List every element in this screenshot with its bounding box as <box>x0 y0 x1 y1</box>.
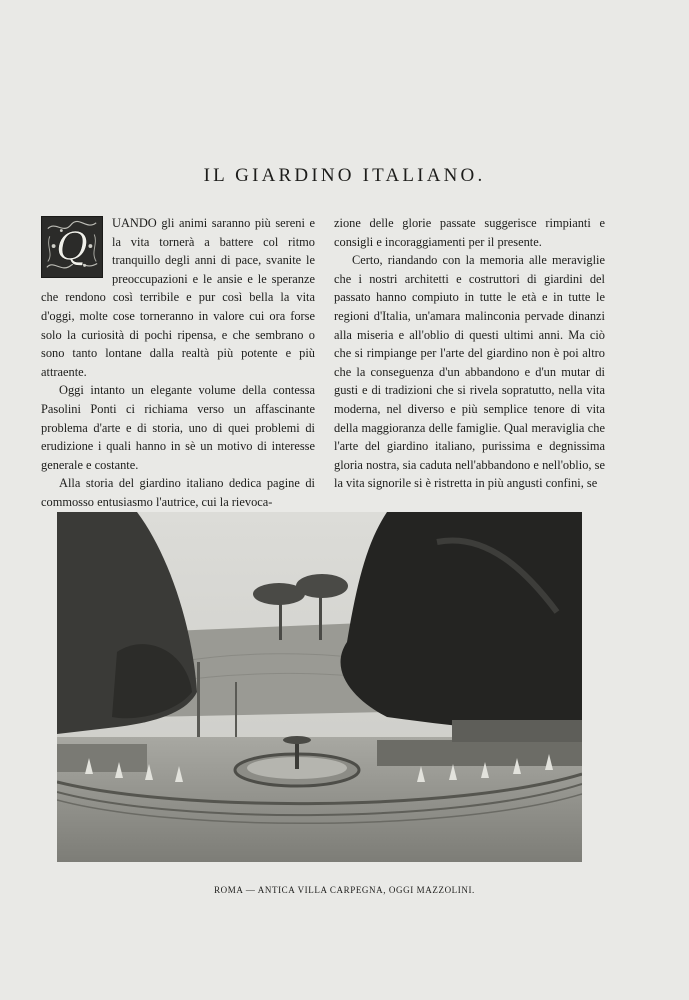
paragraph: zione delle glorie passate suggerisce rimpianti e consigli e incoraggiamenti per il presente. <box>334 216 605 249</box>
figure-caption: ROMA — ANTICA VILLA CARPEGNA, OGGI MAZZOLINI. <box>214 885 475 895</box>
paragraph: UANDO gli animi saranno più sereni e la vita tornerà a battere col ritmo tranquillo degli anni di pace, svanite le preoccupazioni e le ansie e le speranze che rendono così terribile e pur così bella la vita d'oggi, molte cose torneranno in valore cui ora forse solo la curiosità di pochi ripensa, e che sembrano o sono tanto lontane dalla realtà più potente e più attraente. <box>41 216 315 379</box>
drop-cap-letter: Q <box>56 224 88 270</box>
text-column-right <box>334 214 605 493</box>
garden-photograph <box>57 512 582 862</box>
paragraph: Certo, riandando con la memoria alle meraviglie che i nostri architetti e costruttori di giardini del passato hanno compiuto in tutte le età e in tutte le regioni d'Italia, un'amara malinconia pervade dinanzi alla miseria e all'oblio di questi ultimi anni. Ma ciò che si rimpiange per l'arte del giardino non è poi altro che la conseguenza d'un abbandono e d'un mutar di gusti e di tradizioni che si rivela sopratutto, nella vita moderna, nel diverso e più semplice tenore di vita della maggioranza delle famiglie. Qual meraviglia che l'arte del giardino italiano, purissima e degnissima gloria nostra, sia caduta nell'abbandono e nell'oblio, se la vita signorile si è ristretta in più angusti confini, se <box>334 253 605 491</box>
paragraph: Oggi intanto un elegante volume della contessa Pasolini Ponti ci richiama verso un affascinante problema d'arte e di storia, uno di quei problemi di erudizione i quali hanno in sè un motivo di interesse generale e costante. <box>41 383 315 472</box>
text-column-left <box>41 214 315 512</box>
paragraph: Alla storia del giardino italiano dedica pagine di commosso entusiasmo l'autrice, cui la rievoca- <box>41 476 315 509</box>
page-title: IL GIARDINO ITALIANO. <box>203 165 486 186</box>
ornamental-drop-cap <box>41 216 103 278</box>
